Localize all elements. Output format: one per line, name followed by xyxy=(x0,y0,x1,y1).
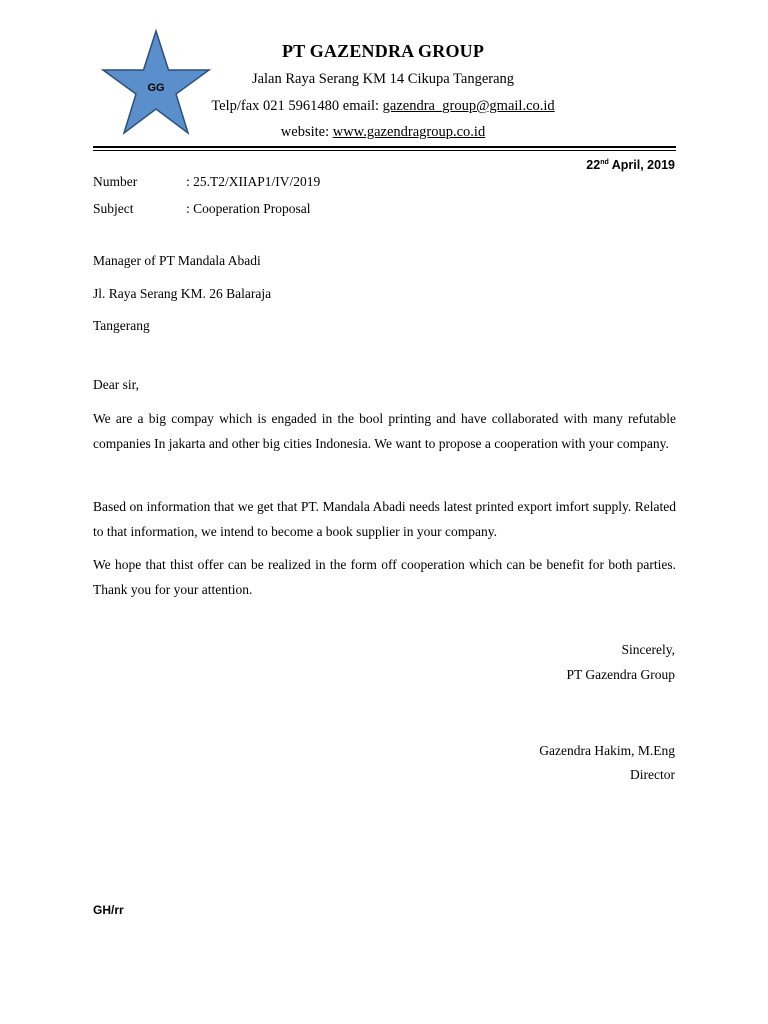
body-paragraph: We are a big compay which is engaded in the bool printing and have collaborated with many refutable companies In jakarta and other big cities Indonesia. We want to propose a cooperation with your company. xyxy=(93,411,676,451)
recipient-line: Jl. Raya Serang KM. 26 Balaraja xyxy=(93,286,272,301)
header-divider xyxy=(93,146,676,148)
salutation: Dear sir, xyxy=(93,377,139,392)
subject-value: : Cooperation Proposal xyxy=(186,201,311,216)
date-rest: April, 2019 xyxy=(608,158,675,172)
website-link[interactable]: www.gazendragroup.co.id xyxy=(332,124,486,140)
signer-name: Gazendra Hakim, M.Eng xyxy=(539,743,675,758)
number-value: : 25.T2/XIIAP1/IV/2019 xyxy=(186,174,321,189)
company-website xyxy=(200,124,566,141)
reference-initials: GH/rr xyxy=(93,903,124,917)
telp-text: Telp/fax 021 5961480 email: xyxy=(211,98,383,114)
header-divider-thin xyxy=(93,150,676,151)
date-suffix: nd xyxy=(600,158,609,166)
company-contact xyxy=(200,98,566,115)
number-label: Number xyxy=(93,174,138,189)
company-address: Jalan Raya Serang KM 14 Cikupa Tangerang xyxy=(251,71,515,87)
date-day: 22 xyxy=(586,158,601,172)
company-name: PT GAZENDRA GROUP xyxy=(281,41,485,61)
subject-label: Subject xyxy=(93,201,134,216)
body-paragraph: We hope that thist offer can be realized in the form off cooperation which can be benefit for both parties. Thank you for your attention. xyxy=(93,557,676,597)
recipient-line: Manager of PT Mandala Abadi xyxy=(93,253,261,268)
email-link[interactable]: gazendra_group@gmail.co.id xyxy=(382,98,555,114)
body-paragraph: Based on information that we get that PT. Mandala Abadi needs latest printed export imfort supply. Related to that information, we intend to become a book supplier in your company. xyxy=(93,499,676,539)
star-icon xyxy=(100,28,212,136)
website-label: website: xyxy=(280,124,333,140)
recipient-line: Tangerang xyxy=(93,318,150,333)
letter-date xyxy=(586,158,675,172)
closing: Sincerely, xyxy=(621,642,675,657)
closing-company: PT Gazendra Group xyxy=(566,667,675,682)
logo-initials: GG xyxy=(147,82,165,94)
signer-title: Director xyxy=(630,767,675,782)
